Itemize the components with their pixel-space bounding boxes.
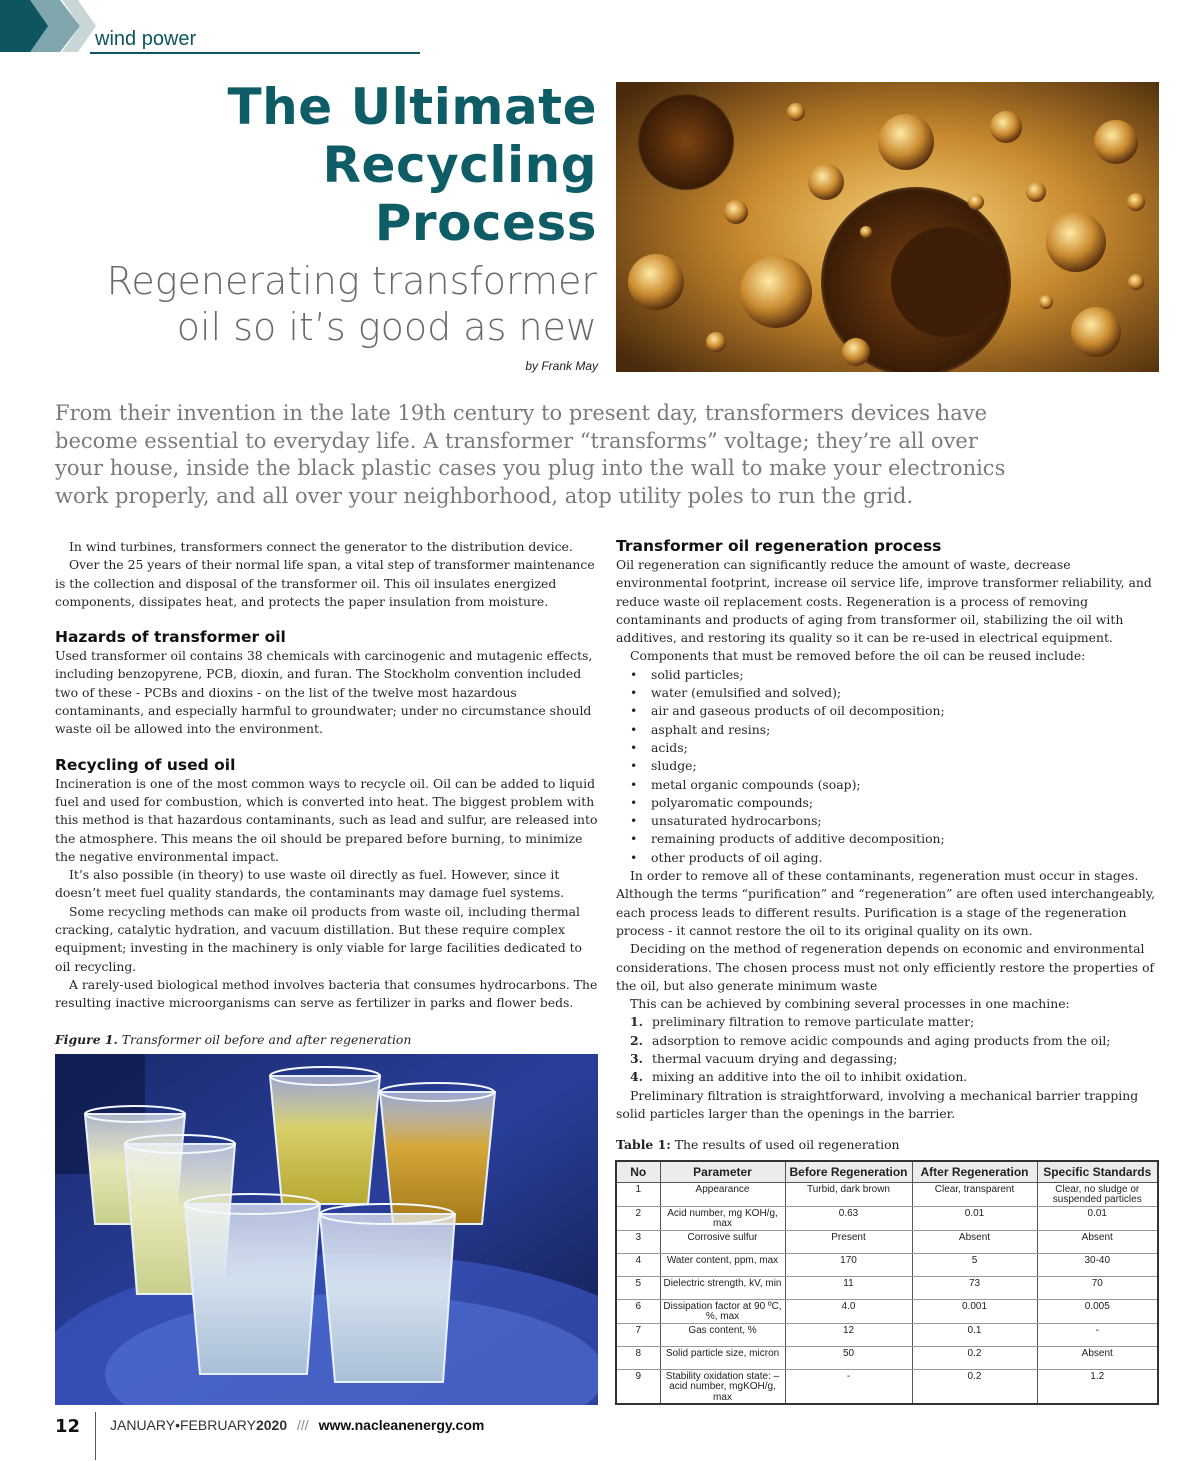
table-cell: 1 <box>616 1182 660 1206</box>
paragraph: This can be achieved by combining several processes in one machine: <box>630 996 1070 1012</box>
table-cell: 30-40 <box>1037 1253 1158 1276</box>
paragraph: In order to remove all of these contaminants, regeneration must occur in stages. Although the terms “purification” and “regeneration” are often used interchangeably, each process leads to different results. Purification is a stage of the regeneration process - it cannot restore the oil to its original quality on its own. <box>616 868 1156 938</box>
section-label: wind power <box>95 28 197 50</box>
table-cell: 3 <box>616 1230 660 1253</box>
table-cell: Dielectric strength, kV, min <box>660 1276 785 1299</box>
table-row <box>616 1206 1158 1230</box>
oil-bubbles-hero-image <box>616 82 1159 372</box>
table-cell: 5 <box>616 1276 660 1299</box>
table-cell: Clear, transparent <box>912 1182 1037 1206</box>
issue-month: JANUARY•FEBRUARY <box>110 1417 256 1433</box>
section-heading: Recycling of used oil <box>55 755 236 774</box>
list-item: • solid particles; <box>616 666 1161 684</box>
table-cell: Solid particle size, micron <box>660 1346 785 1369</box>
oil-cups-photo <box>55 1054 598 1405</box>
paragraph: Over the 25 years of their normal life span, a vital step of transformer maintenance is the collection and disposal of the transformer oil. This oil insulates energized components, dissipates heat, and protects the paper insulation from moisture. <box>55 557 595 609</box>
section-heading: Transformer oil regeneration process <box>616 537 942 555</box>
table-cell: 170 <box>785 1253 912 1276</box>
figure-caption <box>55 1032 411 1047</box>
step-number: 2. <box>630 1032 643 1048</box>
results-table <box>615 1160 1159 1405</box>
left-column <box>55 538 600 1013</box>
table-row <box>616 1276 1158 1299</box>
table-cell: 2 <box>616 1206 660 1230</box>
step-number: 1. <box>630 1014 643 1030</box>
column-header: No <box>616 1161 660 1182</box>
list-item: • unsaturated hydrocarbons; <box>616 812 1161 830</box>
table-cell: 4 <box>616 1253 660 1276</box>
table-cell: 0.005 <box>1037 1299 1158 1323</box>
table-cell: 5 <box>912 1253 1037 1276</box>
paragraph: Components that must be removed before the oil can be reused include: <box>630 648 1086 664</box>
list-item <box>616 1032 1161 1050</box>
step-text: adsorption to remove acidic compounds and aging products from the oil; <box>652 1032 1111 1048</box>
byline: by Frank May <box>525 359 598 373</box>
step-number: 3. <box>630 1051 643 1067</box>
paragraph: In wind turbines, transformers connect the generator to the distribution device. <box>69 539 573 554</box>
table-cell: 50 <box>785 1346 912 1369</box>
table-cell: Absent <box>1037 1346 1158 1369</box>
table-cell: 7 <box>616 1323 660 1346</box>
column-header: Specific Standards <box>1037 1161 1158 1182</box>
table-row <box>616 1369 1158 1404</box>
table-cell: - <box>785 1369 912 1404</box>
table-row <box>616 1323 1158 1346</box>
footer-divider <box>95 1412 96 1460</box>
table-cell: Absent <box>1037 1230 1158 1253</box>
step-number: 4. <box>630 1069 643 1085</box>
table-cell: - <box>1037 1323 1158 1346</box>
page-number: 12 <box>55 1416 81 1437</box>
figure-caption-text: Transformer oil before and after regeneration <box>121 1032 412 1047</box>
table-row <box>616 1182 1158 1206</box>
article-subtitle <box>37 258 597 350</box>
table-cell: 0.63 <box>785 1206 912 1230</box>
components-list <box>616 666 1161 867</box>
footer-issue <box>110 1417 484 1433</box>
step-text: thermal vacuum drying and degassing; <box>652 1051 898 1067</box>
list-item: • air and gaseous products of oil decomposition; <box>616 702 1161 720</box>
article-lede: From their invention in the late 19th century to present day, transformers devices have become essential to everyday life. A transformer “transforms” voltage; they’re all over your house, inside the black plastic cases you plug into the wall to make your electronics work properly, and all over your neighborhood, atop utility poles to run the grid. <box>55 401 1006 508</box>
table-cell: 0.01 <box>912 1206 1037 1230</box>
list-item: • other products of oil aging. <box>616 849 1161 867</box>
table-cell: 9 <box>616 1369 660 1404</box>
article-title <box>37 78 597 252</box>
table-cell: Dissipation factor at 90 ºC, %, max <box>660 1299 785 1323</box>
right-column <box>616 537 1161 1123</box>
table-cell: 1.2 <box>1037 1369 1158 1404</box>
paragraph: Preliminary filtration is straightforward, involving a mechanical barrier trapping solid particles larger than the openings in the barrier. <box>616 1087 1139 1121</box>
table-cell: 70 <box>1037 1276 1158 1299</box>
figure-label: Figure 1. <box>55 1032 118 1047</box>
paragraph: Incineration is one of the most common ways to recycle oil. Oil can be added to liquid fuel and used for combustion, which is converted into heat. The biggest problem with this method is that hazardous contaminants, such as lead and sulfur, are released into the atmosphere. This means the oil should be prepared before burning, to minimize the negative environmental impact. <box>55 775 598 864</box>
table-cell: 11 <box>785 1276 912 1299</box>
table-cell: 4.0 <box>785 1299 912 1323</box>
table-cell: 0.01 <box>1037 1206 1158 1230</box>
table-row <box>616 1299 1158 1323</box>
step-text: preliminary filtration to remove particulate matter; <box>652 1014 975 1030</box>
column-header: After Regeneration <box>912 1161 1037 1182</box>
list-item: • acids; <box>616 739 1161 757</box>
list-item: • asphalt and resins; <box>616 721 1161 739</box>
table-cell: Clear, no sludge or suspended particles <box>1037 1182 1158 1206</box>
table-cell: 73 <box>912 1276 1037 1299</box>
table-label: Table 1: <box>616 1137 671 1152</box>
subtitle-line: oil so it’s good as new <box>176 305 597 349</box>
list-item: • sludge; <box>616 757 1161 775</box>
paragraph: Deciding on the method of regeneration depends on economic and environmental considerations. The chosen process must not only efficiently restore the properties of the oil, but also generate minimum waste <box>616 941 1155 993</box>
table-cell: Corrosive sulfur <box>660 1230 785 1253</box>
table-cell: Stability oxidation state: – acid number, mgKOH/g, max <box>660 1369 785 1404</box>
table-row <box>616 1346 1158 1369</box>
table-caption-text: The results of used oil regeneration <box>674 1137 900 1152</box>
table-cell: 0.001 <box>912 1299 1037 1323</box>
table-row <box>616 1253 1158 1276</box>
table-cell: 8 <box>616 1346 660 1369</box>
website-link[interactable]: www.nacleanenergy.com <box>318 1417 485 1433</box>
paragraph: A rarely-used biological method involves bacteria that consumes hydrocarbons. The resulting inactive microorganisms can serve as fertilizer in parks and flower beds. <box>55 976 598 1011</box>
title-line: The Ultimate <box>227 78 597 136</box>
table-row <box>616 1230 1158 1253</box>
table-cell: 0.1 <box>912 1323 1037 1346</box>
list-item <box>616 1068 1161 1086</box>
table-header-row <box>616 1161 1158 1182</box>
table-cell: 0.2 <box>912 1369 1037 1404</box>
paragraph: It’s also possible (in theory) to use waste oil directly as fuel. However, since it doesn’t meet fuel quality standards, the contaminants may damage fuel systems. <box>55 867 565 901</box>
section-heading: Hazards of transformer oil <box>55 628 286 647</box>
table-cell: 12 <box>785 1323 912 1346</box>
section-rule <box>90 52 420 54</box>
paragraph: Some recycling methods can make oil products from waste oil, including thermal cracking, catalytic hydration, and vacuum distillation. But these require complex equipment; investing in the machinery is only viable for large facilities dedicated to oil recycling. <box>55 903 583 974</box>
table-cell: 6 <box>616 1299 660 1323</box>
list-item: • remaining products of additive decomposition; <box>616 830 1161 848</box>
table-caption <box>616 1137 900 1152</box>
list-item <box>616 1013 1161 1031</box>
table-cell: Appearance <box>660 1182 785 1206</box>
title-line: Process <box>374 194 597 252</box>
subtitle-line: Regenerating transformer <box>106 259 597 303</box>
list-item: • metal organic compounds (soap); <box>616 776 1161 794</box>
table-cell: 0.2 <box>912 1346 1037 1369</box>
paragraph: Oil regeneration can significantly reduce the amount of waste, decrease environmental footprint, increase oil service life, improve transformer reliability, and reduce waste oil replacement costs. Regeneration is a process of removing contaminants and products of aging from transformer oil, stabilizing the oil with additives, and restoring its quality so it can be re-used in electrical equipment. <box>616 557 1152 646</box>
column-header: Before Regeneration <box>785 1161 912 1182</box>
list-item <box>616 1050 1161 1068</box>
title-line: Recycling <box>322 136 597 194</box>
table-cell: Present <box>785 1230 912 1253</box>
table-cell: Acid number, mg KOH/g, max <box>660 1206 785 1230</box>
issue-year: 2020 <box>255 1417 288 1433</box>
table-cell: Water content, ppm, max <box>660 1253 785 1276</box>
step-text: mixing an additive into the oil to inhibit oxidation. <box>652 1069 968 1085</box>
list-item: • water (emulsified and solved); <box>616 684 1161 702</box>
paragraph: Used transformer oil contains 38 chemicals with carcinogenic and mutagenic effects, including benzopyrene, PCB, dioxin, and furan. The Stockholm convention included two of these - PCBs and dioxins - on the list of the twelve most hazardous contaminants, and especially harmful to groundwater; under no circumstance should waste oil be allowed into the environment. <box>55 648 593 737</box>
magazine-chevron-logo <box>0 0 100 52</box>
table-cell: Turbid, dark brown <box>785 1182 912 1206</box>
table-cell: Absent <box>912 1230 1037 1253</box>
list-item: • polyaromatic compounds; <box>616 794 1161 812</box>
column-header: Parameter <box>660 1161 785 1182</box>
process-steps-list <box>616 1013 1161 1086</box>
table-cell: Gas content, % <box>660 1323 785 1346</box>
footer-separator: /// <box>297 1417 309 1433</box>
